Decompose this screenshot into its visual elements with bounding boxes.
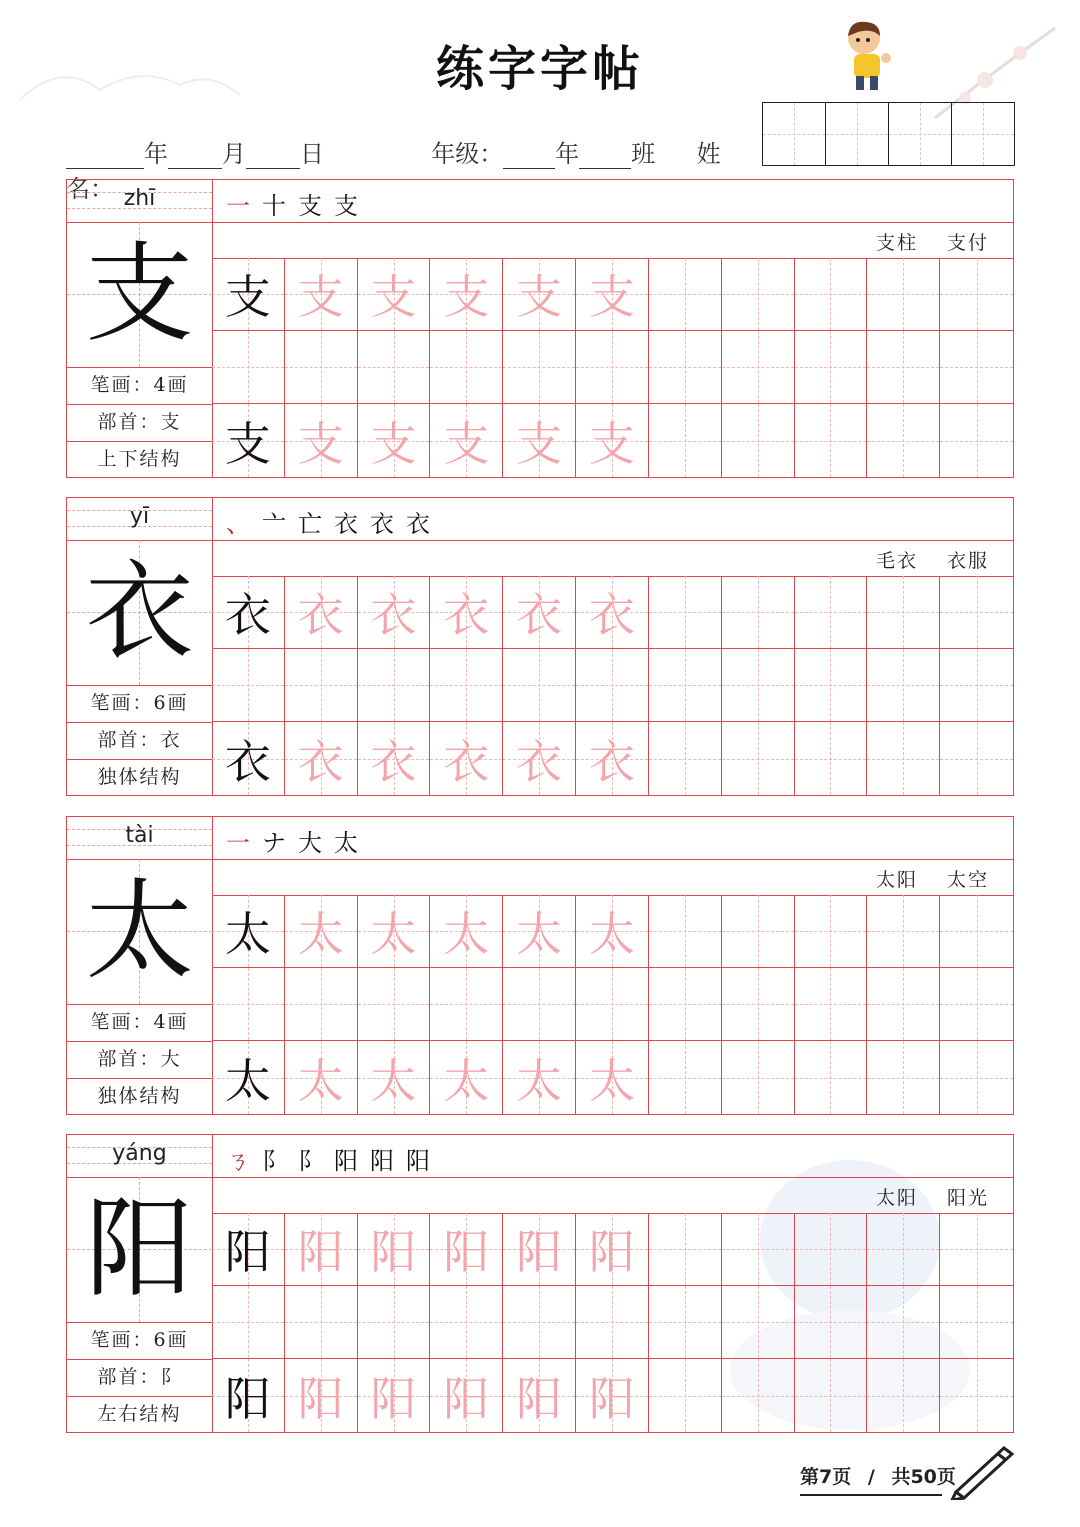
stroke-step: 阳 — [370, 1147, 394, 1175]
pinyin-box — [67, 817, 212, 860]
practice-cell[interactable] — [649, 576, 722, 649]
practice-cell[interactable] — [503, 1359, 576, 1432]
practice-cell[interactable] — [212, 331, 285, 404]
practice-cell[interactable] — [576, 404, 649, 477]
practice-cell[interactable] — [795, 576, 868, 649]
practice-grid — [212, 1213, 1013, 1432]
big-character-box — [67, 222, 212, 368]
practice-cell[interactable] — [430, 1359, 503, 1432]
stroke-step: 亡 — [298, 510, 322, 538]
practice-cell[interactable] — [212, 1041, 285, 1114]
practice-cell[interactable] — [795, 722, 868, 795]
practice-cell[interactable] — [212, 404, 285, 477]
example-words-row — [212, 222, 1013, 259]
trace-character: 支 — [588, 416, 635, 471]
practice-cell[interactable] — [576, 576, 649, 649]
practice-cell[interactable] — [358, 404, 431, 477]
stroke-step: ㄋ — [226, 1147, 250, 1175]
practice-cell[interactable] — [212, 649, 285, 722]
stroke-count: 笔画：4画 — [67, 1004, 212, 1042]
practice-cell[interactable] — [503, 258, 576, 331]
pen-icon — [948, 1440, 1018, 1500]
practice-cell[interactable] — [940, 576, 1013, 649]
trace-character: 太 — [588, 1053, 635, 1108]
trace-character: 支 — [297, 270, 344, 324]
practice-cell[interactable] — [722, 649, 795, 722]
practice-cell[interactable] — [940, 722, 1013, 795]
example-words-row — [212, 540, 1013, 577]
practice-cell[interactable] — [649, 968, 722, 1041]
trace-character: 太 — [588, 907, 635, 961]
practice-cell[interactable] — [649, 1213, 722, 1286]
practice-cell[interactable] — [940, 331, 1013, 404]
trace-character: 衣 — [297, 588, 344, 642]
practice-cell[interactable] — [285, 331, 358, 404]
practice-cell[interactable] — [940, 649, 1013, 722]
trace-character: 太 — [443, 907, 490, 961]
radical: 部首：大 — [67, 1041, 212, 1079]
practice-cell[interactable] — [867, 258, 940, 331]
name-box[interactable] — [889, 102, 952, 166]
page-indicator — [800, 1462, 956, 1489]
practice-cell[interactable] — [503, 968, 576, 1041]
structure: 上下结构 — [97, 448, 182, 470]
practice-cell[interactable] — [940, 404, 1013, 477]
practice-cell[interactable] — [867, 649, 940, 722]
pinyin: yáng — [112, 1141, 167, 1166]
stroke-step: ナ — [262, 829, 286, 857]
day-label: 日 — [300, 140, 324, 168]
stroke-step: 十 — [262, 192, 286, 220]
example-word: 衣服 — [946, 550, 989, 572]
mountain-decoration — [20, 55, 240, 105]
name-label: 姓名： — [66, 140, 721, 203]
practice-cell[interactable] — [867, 1359, 940, 1432]
example-words-row — [212, 1177, 1013, 1214]
stroke-step: 、 — [226, 510, 250, 538]
trace-character: 阳 — [297, 1225, 344, 1279]
trace-character: 衣 — [588, 588, 635, 642]
stroke-order-row — [212, 1135, 1013, 1178]
stroke-step: 支 — [334, 192, 358, 220]
practice-cell[interactable] — [940, 1286, 1013, 1359]
practice-area — [212, 498, 1013, 795]
trace-character: 太 — [516, 1053, 563, 1108]
month-blank[interactable] — [168, 144, 222, 169]
trace-character: 阳 — [516, 1225, 563, 1279]
trace-character: 衣 — [516, 588, 563, 642]
practice-cell[interactable] — [649, 258, 722, 331]
radical: 部首：支 — [67, 404, 212, 442]
practice-cell[interactable] — [940, 258, 1013, 331]
practice-cell[interactable] — [503, 1213, 576, 1286]
trace-character: 支 — [443, 416, 490, 471]
model-character: 衣 — [224, 734, 271, 789]
practice-cell[interactable] — [430, 968, 503, 1041]
structure: 独体结构 — [97, 1085, 182, 1107]
model-character: 阳 — [224, 1371, 271, 1426]
trace-character: 衣 — [370, 588, 417, 642]
trace-character: 太 — [370, 907, 417, 961]
practice-cell[interactable] — [285, 722, 358, 795]
practice-cell[interactable] — [430, 404, 503, 477]
model-character: 衣 — [224, 588, 271, 642]
radical: 部首：阝 — [67, 1359, 212, 1397]
practice-cell[interactable] — [503, 722, 576, 795]
structure: 左右结构 — [97, 1403, 182, 1425]
practice-cell[interactable] — [430, 258, 503, 331]
trace-character: 衣 — [370, 734, 417, 789]
stroke-step: 阝 — [262, 1147, 286, 1175]
practice-cell[interactable] — [503, 649, 576, 722]
practice-cell[interactable] — [576, 258, 649, 331]
character-info-panel — [67, 1135, 213, 1432]
practice-cell[interactable] — [722, 331, 795, 404]
trace-character: 太 — [443, 1053, 490, 1108]
page-total: 共50页 — [891, 1466, 956, 1488]
practice-cell[interactable] — [212, 722, 285, 795]
practice-grid — [212, 576, 1013, 795]
practice-cell[interactable] — [285, 404, 358, 477]
practice-cell[interactable] — [940, 1041, 1013, 1114]
practice-cell[interactable] — [576, 649, 649, 722]
practice-cell[interactable] — [285, 576, 358, 649]
practice-cell[interactable] — [285, 968, 358, 1041]
trace-character: 阳 — [516, 1371, 563, 1426]
practice-cell[interactable] — [867, 331, 940, 404]
practice-cell[interactable] — [430, 576, 503, 649]
trace-character: 太 — [297, 907, 344, 961]
stroke-count: 笔画：6画 — [67, 685, 212, 723]
trace-character: 衣 — [443, 734, 490, 789]
year-label: 年 — [144, 140, 168, 168]
trace-character: 支 — [588, 270, 635, 324]
stroke-step: 衣 — [370, 510, 394, 538]
practice-cell[interactable] — [722, 968, 795, 1041]
example-word: 毛衣 — [875, 550, 918, 572]
practice-area — [212, 1135, 1013, 1432]
stroke-order-row — [212, 180, 1013, 223]
practice-cell[interactable] — [722, 1213, 795, 1286]
year-blank[interactable] — [66, 144, 144, 169]
practice-cell[interactable] — [212, 968, 285, 1041]
big-character-box — [67, 859, 212, 1005]
practice-cell[interactable] — [576, 331, 649, 404]
practice-cell[interactable] — [503, 331, 576, 404]
trace-character: 支 — [297, 416, 344, 471]
practice-cell[interactable] — [212, 1286, 285, 1359]
practice-cell[interactable] — [649, 895, 722, 968]
trace-character: 太 — [297, 1053, 344, 1108]
practice-cell[interactable] — [867, 895, 940, 968]
trace-character: 衣 — [443, 588, 490, 642]
big-character: 衣 — [85, 550, 194, 675]
character-info-panel — [67, 498, 213, 795]
practice-cell[interactable] — [576, 1359, 649, 1432]
trace-character: 太 — [516, 907, 563, 961]
model-character: 太 — [224, 907, 271, 961]
practice-cell[interactable] — [867, 968, 940, 1041]
trace-character: 阳 — [588, 1225, 635, 1279]
trace-character: 阳 — [370, 1371, 417, 1426]
big-character-box — [67, 540, 212, 686]
trace-character: 阳 — [370, 1225, 417, 1279]
practice-cell[interactable] — [722, 1041, 795, 1114]
practice-cell[interactable] — [285, 649, 358, 722]
practice-cell[interactable] — [795, 1286, 868, 1359]
practice-grid — [212, 258, 1013, 477]
stroke-order-row — [212, 498, 1013, 541]
practice-cell[interactable] — [940, 895, 1013, 968]
practice-cell[interactable] — [285, 258, 358, 331]
name-box[interactable] — [952, 102, 1015, 166]
stroke-step: 衣 — [334, 510, 358, 538]
practice-cell[interactable] — [358, 1213, 431, 1286]
page-number: 第7页 — [800, 1466, 852, 1488]
practice-cell[interactable] — [795, 1041, 868, 1114]
practice-cell[interactable] — [430, 722, 503, 795]
practice-cell[interactable] — [722, 1359, 795, 1432]
practice-cell[interactable] — [576, 895, 649, 968]
trace-character: 支 — [370, 270, 417, 324]
trace-character: 支 — [516, 416, 563, 471]
name-boxes[interactable] — [762, 102, 1015, 166]
practice-cell[interactable] — [576, 1041, 649, 1114]
practice-cell[interactable] — [795, 404, 868, 477]
stroke-step: 阳 — [406, 1147, 430, 1175]
practice-cell[interactable] — [940, 1213, 1013, 1286]
practice-area — [212, 817, 1013, 1114]
pinyin: tài — [125, 823, 154, 848]
practice-cell[interactable] — [285, 1041, 358, 1114]
practice-cell[interactable] — [358, 722, 431, 795]
practice-cell[interactable] — [212, 895, 285, 968]
grade-blank[interactable] — [503, 144, 555, 169]
practice-cell[interactable] — [722, 1286, 795, 1359]
practice-area — [212, 180, 1013, 477]
practice-cell[interactable] — [795, 1359, 868, 1432]
practice-cell[interactable] — [649, 404, 722, 477]
stroke-step: 衣 — [406, 510, 430, 538]
practice-cell[interactable] — [867, 1286, 940, 1359]
practice-cell[interactable] — [212, 258, 285, 331]
practice-cell[interactable] — [358, 1286, 431, 1359]
practice-cell[interactable] — [795, 331, 868, 404]
pinyin-box — [67, 180, 212, 223]
practice-cell[interactable] — [867, 1041, 940, 1114]
character-block — [66, 1134, 1014, 1433]
stroke-step: 一 — [226, 192, 250, 220]
practice-cell[interactable] — [285, 1359, 358, 1432]
name-box[interactable] — [762, 102, 826, 166]
practice-cell[interactable] — [795, 1213, 868, 1286]
model-character: 支 — [224, 416, 271, 471]
practice-cell[interactable] — [722, 576, 795, 649]
practice-cell[interactable] — [212, 1213, 285, 1286]
practice-cell[interactable] — [358, 331, 431, 404]
name-box[interactable] — [826, 102, 889, 166]
practice-cell[interactable] — [430, 331, 503, 404]
practice-cell[interactable] — [503, 1286, 576, 1359]
practice-cell[interactable] — [940, 1359, 1013, 1432]
model-character: 阳 — [224, 1225, 271, 1279]
practice-cell[interactable] — [358, 576, 431, 649]
practice-cell[interactable] — [576, 1286, 649, 1359]
practice-cell[interactable] — [649, 331, 722, 404]
practice-cell[interactable] — [722, 258, 795, 331]
page-title: 练字字帖 — [435, 41, 644, 97]
practice-cell[interactable] — [649, 1359, 722, 1432]
practice-cell[interactable] — [795, 895, 868, 968]
grade-label: 年级： — [431, 140, 504, 168]
trace-character: 支 — [443, 270, 490, 324]
trace-character: 阳 — [443, 1225, 490, 1279]
trace-character: 阳 — [297, 1371, 344, 1426]
pinyin-box — [67, 498, 212, 541]
stroke-count: 笔画：4画 — [67, 367, 212, 405]
big-character: 太 — [85, 869, 194, 994]
practice-cell[interactable] — [503, 1041, 576, 1114]
practice-cell[interactable] — [576, 1213, 649, 1286]
pinyin-box — [67, 1135, 212, 1178]
practice-cell[interactable] — [795, 258, 868, 331]
pinyin: yī — [129, 504, 150, 529]
practice-cell[interactable] — [867, 576, 940, 649]
character-info-panel — [67, 180, 213, 477]
practice-cell[interactable] — [358, 258, 431, 331]
practice-cell[interactable] — [795, 968, 868, 1041]
practice-cell[interactable] — [430, 649, 503, 722]
grade-year-label: 年 — [555, 140, 580, 168]
stroke-step: 阳 — [334, 1147, 358, 1175]
practice-cell[interactable] — [867, 722, 940, 795]
footer-underline — [800, 1494, 942, 1496]
stroke-step: 支 — [298, 192, 322, 220]
practice-cell[interactable] — [576, 968, 649, 1041]
practice-cell[interactable] — [722, 404, 795, 477]
trace-character: 太 — [370, 1053, 417, 1108]
trace-character: 支 — [370, 416, 417, 471]
day-blank[interactable] — [246, 144, 300, 169]
practice-cell[interactable] — [722, 722, 795, 795]
practice-cell[interactable] — [358, 649, 431, 722]
practice-cell[interactable] — [285, 1213, 358, 1286]
big-character: 支 — [85, 232, 194, 357]
model-character: 太 — [224, 1053, 271, 1108]
practice-cell[interactable] — [358, 1359, 431, 1432]
month-label: 月 — [222, 140, 246, 168]
stroke-step: 太 — [334, 829, 358, 857]
example-word: 阳光 — [946, 1187, 989, 1209]
practice-cell[interactable] — [430, 1041, 503, 1114]
big-character: 阳 — [85, 1187, 194, 1312]
practice-cell[interactable] — [940, 968, 1013, 1041]
practice-cell[interactable] — [358, 1041, 431, 1114]
practice-cell[interactable] — [649, 649, 722, 722]
page-separator: / — [867, 1466, 875, 1488]
practice-cell[interactable] — [430, 895, 503, 968]
stroke-step: 一 — [226, 829, 250, 857]
practice-cell[interactable] — [358, 968, 431, 1041]
practice-cell[interactable] — [212, 1359, 285, 1432]
character-info-panel — [67, 817, 213, 1114]
trace-character: 衣 — [297, 734, 344, 789]
practice-cell[interactable] — [285, 895, 358, 968]
stroke-step: 阝 — [298, 1147, 322, 1175]
example-word: 支付 — [946, 232, 989, 254]
stroke-count: 笔画：6画 — [67, 1322, 212, 1360]
practice-cell[interactable] — [649, 1041, 722, 1114]
practice-cell[interactable] — [503, 895, 576, 968]
practice-cell[interactable] — [722, 895, 795, 968]
trace-character: 支 — [516, 270, 563, 324]
practice-cell[interactable] — [503, 404, 576, 477]
practice-cell[interactable] — [285, 1286, 358, 1359]
trace-character: 衣 — [588, 734, 635, 789]
practice-cell[interactable] — [430, 1286, 503, 1359]
practice-cell[interactable] — [867, 404, 940, 477]
character-block — [66, 816, 1014, 1115]
big-character-box — [67, 1177, 212, 1323]
character-block — [66, 497, 1014, 796]
trace-character: 阳 — [588, 1371, 635, 1426]
practice-grid — [212, 895, 1013, 1114]
practice-cell[interactable] — [358, 895, 431, 968]
stroke-step: 亠 — [262, 510, 286, 538]
practice-cell[interactable] — [649, 1286, 722, 1359]
example-word: 太阳 — [875, 869, 918, 891]
pinyin: zhī — [123, 186, 156, 211]
class-blank[interactable] — [579, 144, 631, 169]
stroke-order-row — [212, 817, 1013, 860]
practice-cell[interactable] — [795, 649, 868, 722]
example-word: 太阳 — [875, 1187, 918, 1209]
radical: 部首：衣 — [67, 722, 212, 760]
stroke-step: 大 — [298, 829, 322, 857]
structure: 独体结构 — [97, 766, 182, 788]
cartoon-boy-icon — [836, 18, 900, 96]
practice-cell[interactable] — [430, 1213, 503, 1286]
practice-cell[interactable] — [649, 722, 722, 795]
trace-character: 阳 — [443, 1371, 490, 1426]
model-character: 支 — [224, 270, 271, 324]
example-words-row — [212, 859, 1013, 896]
practice-cell[interactable] — [576, 722, 649, 795]
practice-cell[interactable] — [212, 576, 285, 649]
class-label: 班 — [631, 140, 656, 168]
example-word: 太空 — [946, 869, 989, 891]
example-word: 支柱 — [875, 232, 918, 254]
practice-cell[interactable] — [503, 576, 576, 649]
character-block — [66, 179, 1014, 478]
trace-character: 衣 — [516, 734, 563, 789]
practice-cell[interactable] — [867, 1213, 940, 1286]
